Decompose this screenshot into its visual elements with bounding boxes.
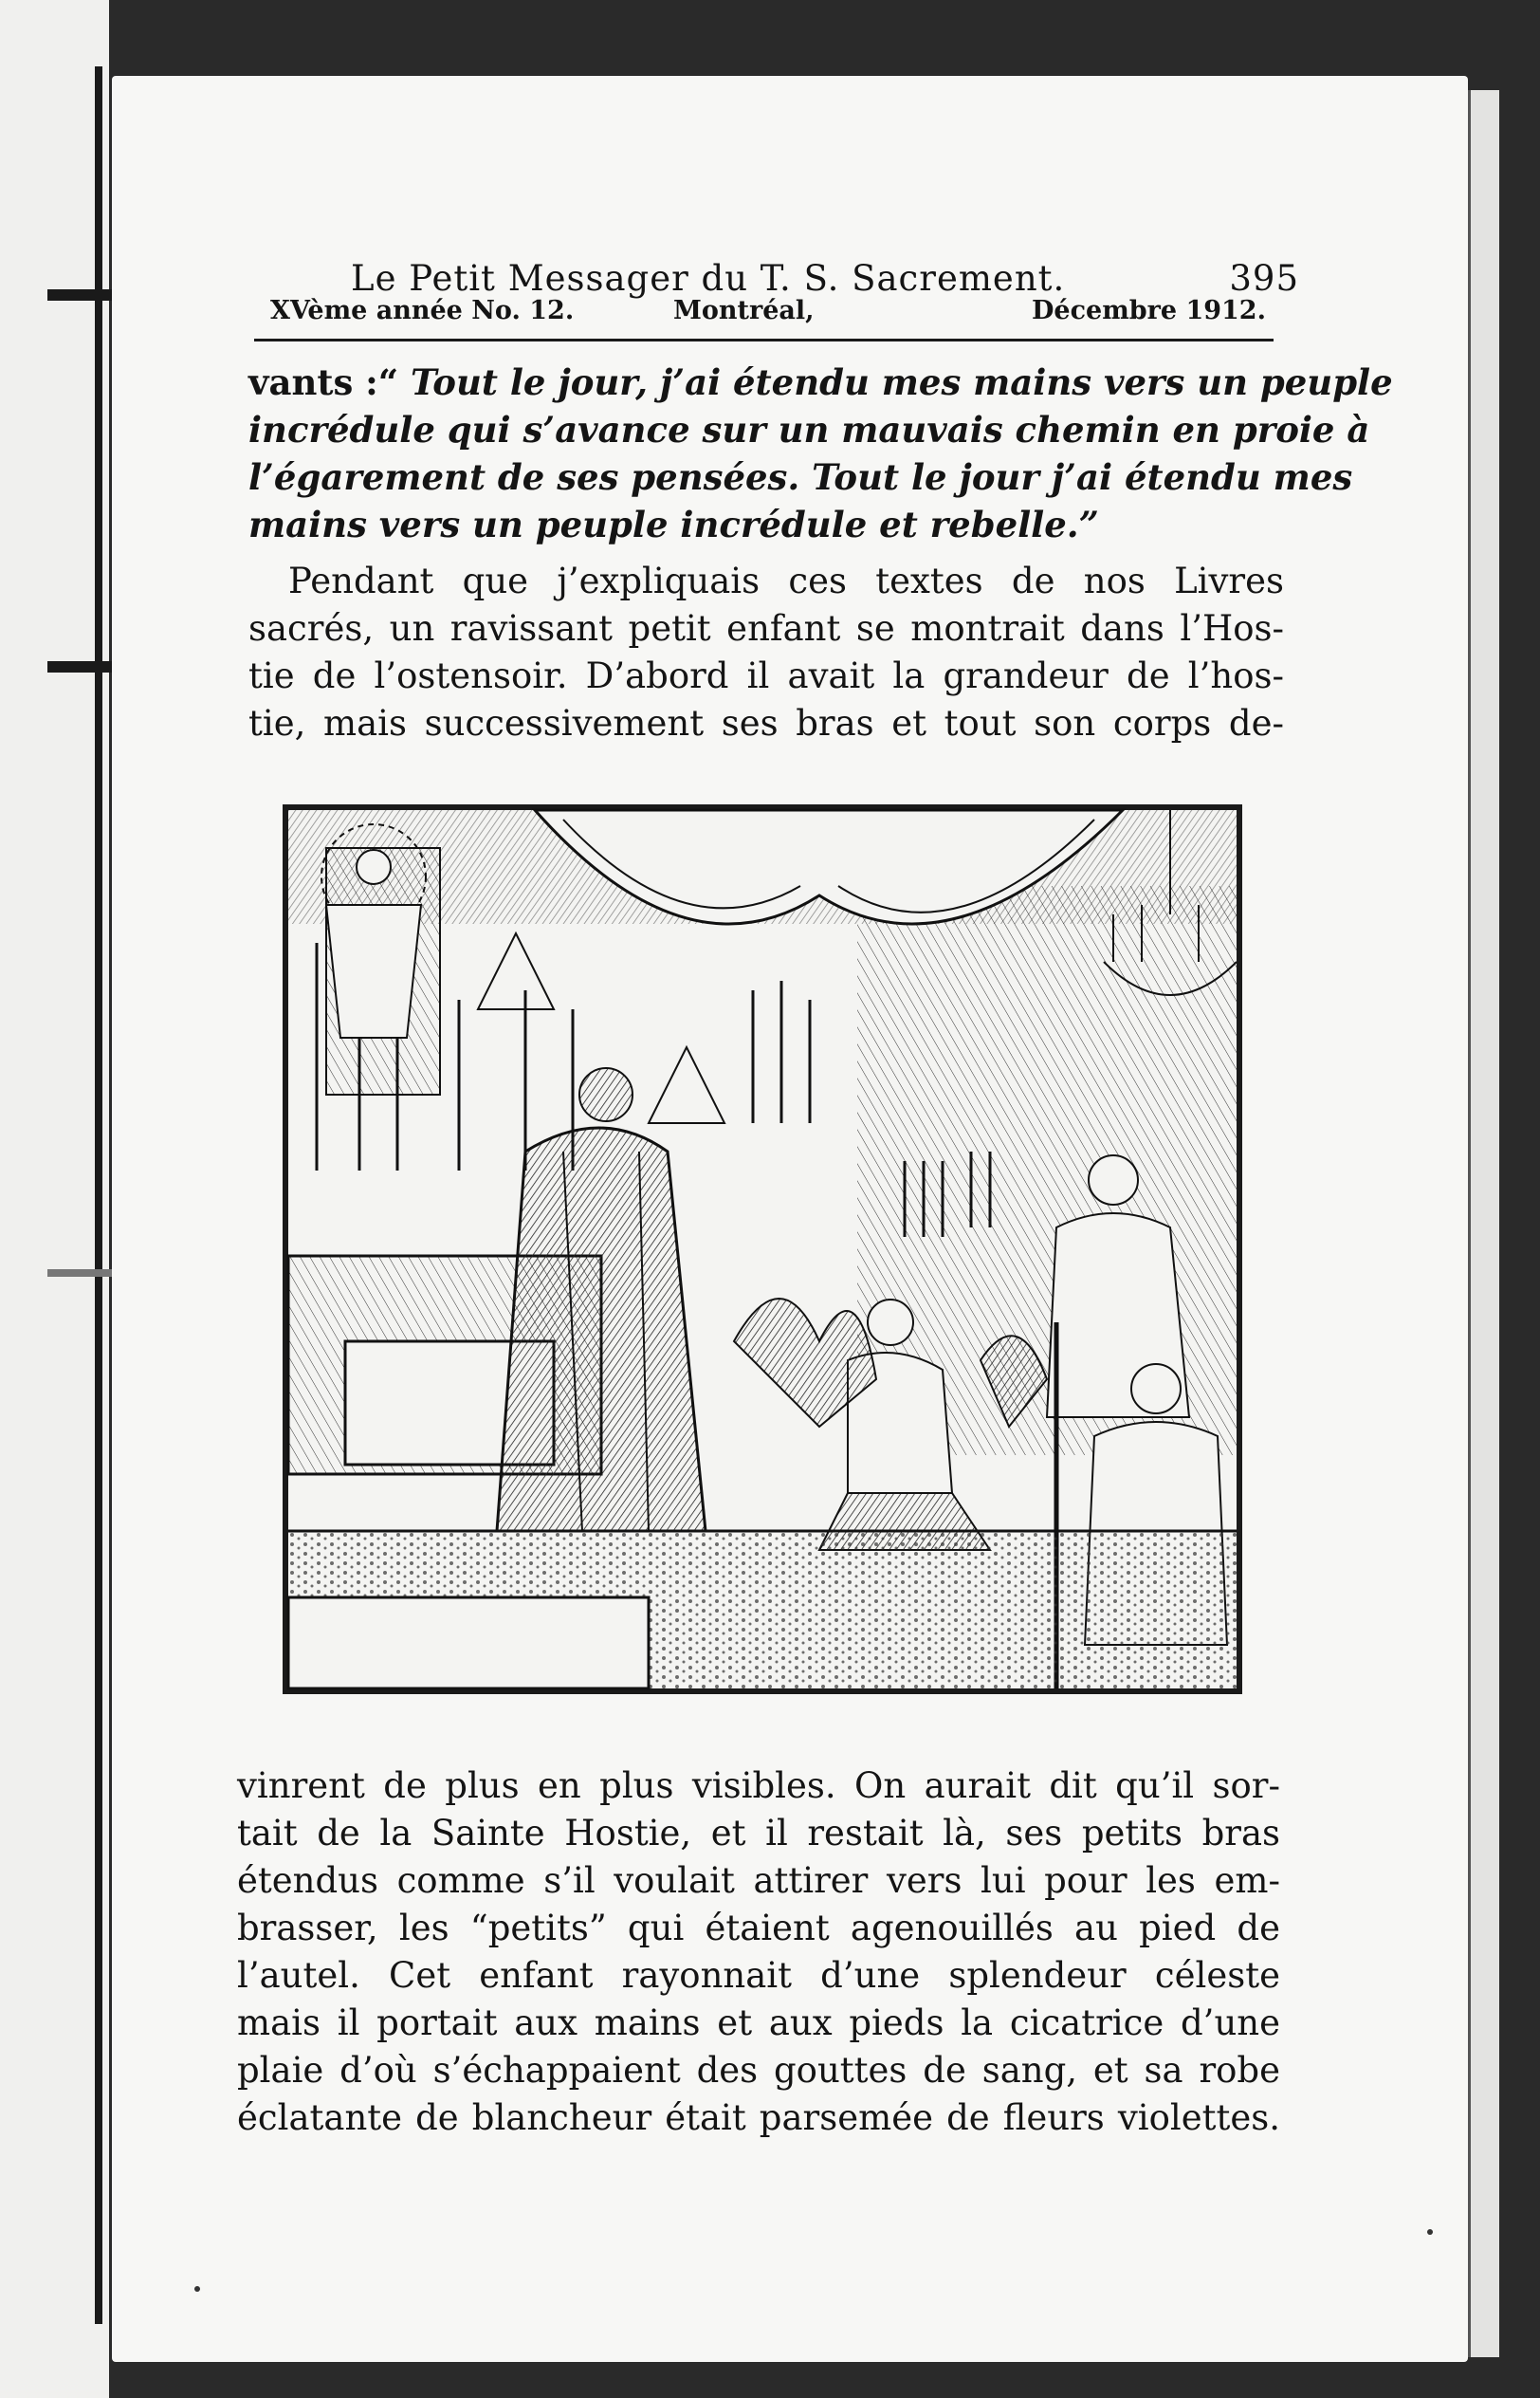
text-line: éclatante de blancheur était parsemée de fleurs violettes. — [237, 2097, 1280, 2138]
text-line: sacrés, un ravissant petit enfant se montrait dans l’Hos- — [248, 608, 1284, 649]
altar-scene-engraving — [288, 810, 1237, 1688]
text-line: l’autel. Cet enfant rayonnait d’une splendeur céleste — [237, 1955, 1280, 1996]
text-line: mais il portait aux mains et aux pieds la cicatrice d’une — [237, 2002, 1280, 2043]
issue-number: XVème année No. 12. — [270, 296, 575, 325]
text-line: l’égarement de ses pensées. Tout le jour j’ai étendu mes — [248, 456, 1353, 498]
text-line: vinrent de plus en plus visibles. On aurait dit qu’il sor- — [237, 1765, 1280, 1806]
facing-page-strip — [0, 0, 109, 2398]
text-line: tie de l’ostensoir. D’abord il avait la grandeur de l’hos- — [248, 655, 1284, 696]
text-line: brasser, les “petits” qui étaient agenouillés au pied de — [237, 1908, 1280, 1948]
text-line: étendus comme s’il voulait attirer vers lui pour les em- — [237, 1860, 1280, 1901]
issue-date: Décembre 1912. — [1031, 296, 1266, 325]
engraving-illustration — [283, 804, 1242, 1694]
text-line: Pendant que j’expliquais ces textes de nos Livres — [288, 561, 1284, 601]
text-line: incrédule qui s’avance sur un mauvais chemin en proie à — [248, 409, 1370, 451]
speck — [1427, 2229, 1433, 2235]
page-number: 395 — [1229, 258, 1299, 299]
paragraph-body-1 — [248, 558, 1284, 747]
text-line: vants :“ Tout le jour, j’ai étendu mes mains vers un peuple — [248, 361, 1393, 403]
text-line: tie, mais successivement ses bras et tout son corps de- — [248, 703, 1284, 744]
text-line: tait de la Sainte Hostie, et il restait là, ses petits bras — [237, 1813, 1280, 1854]
page-edge — [1468, 90, 1499, 2357]
issue-city: Montréal, — [673, 296, 815, 325]
speck — [194, 2286, 200, 2292]
binding-line — [95, 66, 102, 2324]
text-line: plaie d’où s’échappaient des gouttes de sang, et sa robe — [237, 2050, 1280, 2091]
header-rule — [254, 339, 1274, 341]
paragraph-body-2 — [237, 1762, 1280, 2142]
running-title: Le Petit Messager du T. S. Sacrement. — [351, 258, 1066, 299]
text-line: mains vers un peuple incrédule et rebelle.” — [248, 504, 1099, 545]
paragraph-quote — [248, 359, 1393, 548]
running-header — [351, 258, 1299, 299]
